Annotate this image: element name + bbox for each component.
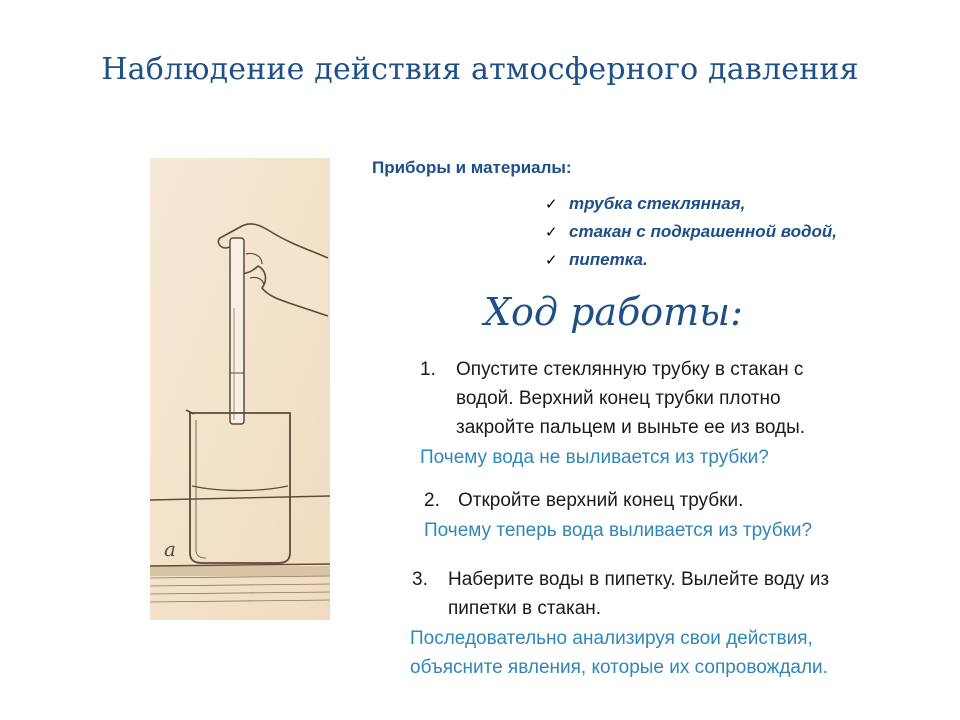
materials-item bbox=[545, 218, 837, 246]
step-line: пипетки в стакан. bbox=[448, 598, 602, 619]
step-line: закройте пальцем и выньте ее из воды. bbox=[456, 417, 806, 438]
check-icon: ✓ bbox=[545, 195, 558, 213]
question-2: Почему теперь вода выливается из трубки? bbox=[424, 520, 813, 541]
step-number: 3. bbox=[412, 569, 428, 590]
experiment-illustration bbox=[150, 158, 330, 620]
materials-heading: Приборы и материалы: bbox=[372, 158, 572, 177]
experiment-drawing bbox=[150, 158, 330, 620]
question-line: объясните явления, которые их сопровождали. bbox=[410, 657, 828, 678]
materials-item bbox=[545, 246, 837, 274]
work-heading: Ход работы: bbox=[484, 290, 743, 334]
step-number: 2. bbox=[424, 490, 440, 511]
step-line: Опустите стеклянную трубку в стакан с bbox=[456, 359, 804, 380]
check-icon: ✓ bbox=[545, 251, 558, 269]
step-line: водой. Верхний конец трубки плотно bbox=[456, 388, 781, 409]
materials-item-text: трубка стеклянная, bbox=[569, 194, 746, 213]
materials-list bbox=[545, 190, 837, 274]
step-number: 1. bbox=[420, 359, 436, 380]
figure-label: а bbox=[164, 537, 176, 561]
step-line: Наберите воды в пипетку. Вылейте воду из bbox=[448, 569, 830, 590]
materials-item-text: пипетка. bbox=[569, 250, 648, 269]
materials-item bbox=[545, 190, 837, 218]
question-line: Последовательно анализируя свои действия, bbox=[410, 628, 813, 649]
slide-title: Наблюдение действия атмосферного давления bbox=[101, 52, 859, 87]
step-2 bbox=[424, 486, 743, 515]
step-3 bbox=[412, 565, 829, 623]
step-1 bbox=[420, 355, 805, 442]
glass-tube bbox=[230, 238, 244, 424]
question-1: Почему вода не выливается из трубки? bbox=[420, 447, 769, 468]
step-line: Откройте верхний конец трубки. bbox=[458, 490, 744, 511]
question-3 bbox=[410, 624, 828, 682]
check-icon: ✓ bbox=[545, 223, 558, 241]
materials-item-text: стакан с подкрашенной водой, bbox=[569, 222, 838, 241]
table-top bbox=[150, 566, 330, 576]
